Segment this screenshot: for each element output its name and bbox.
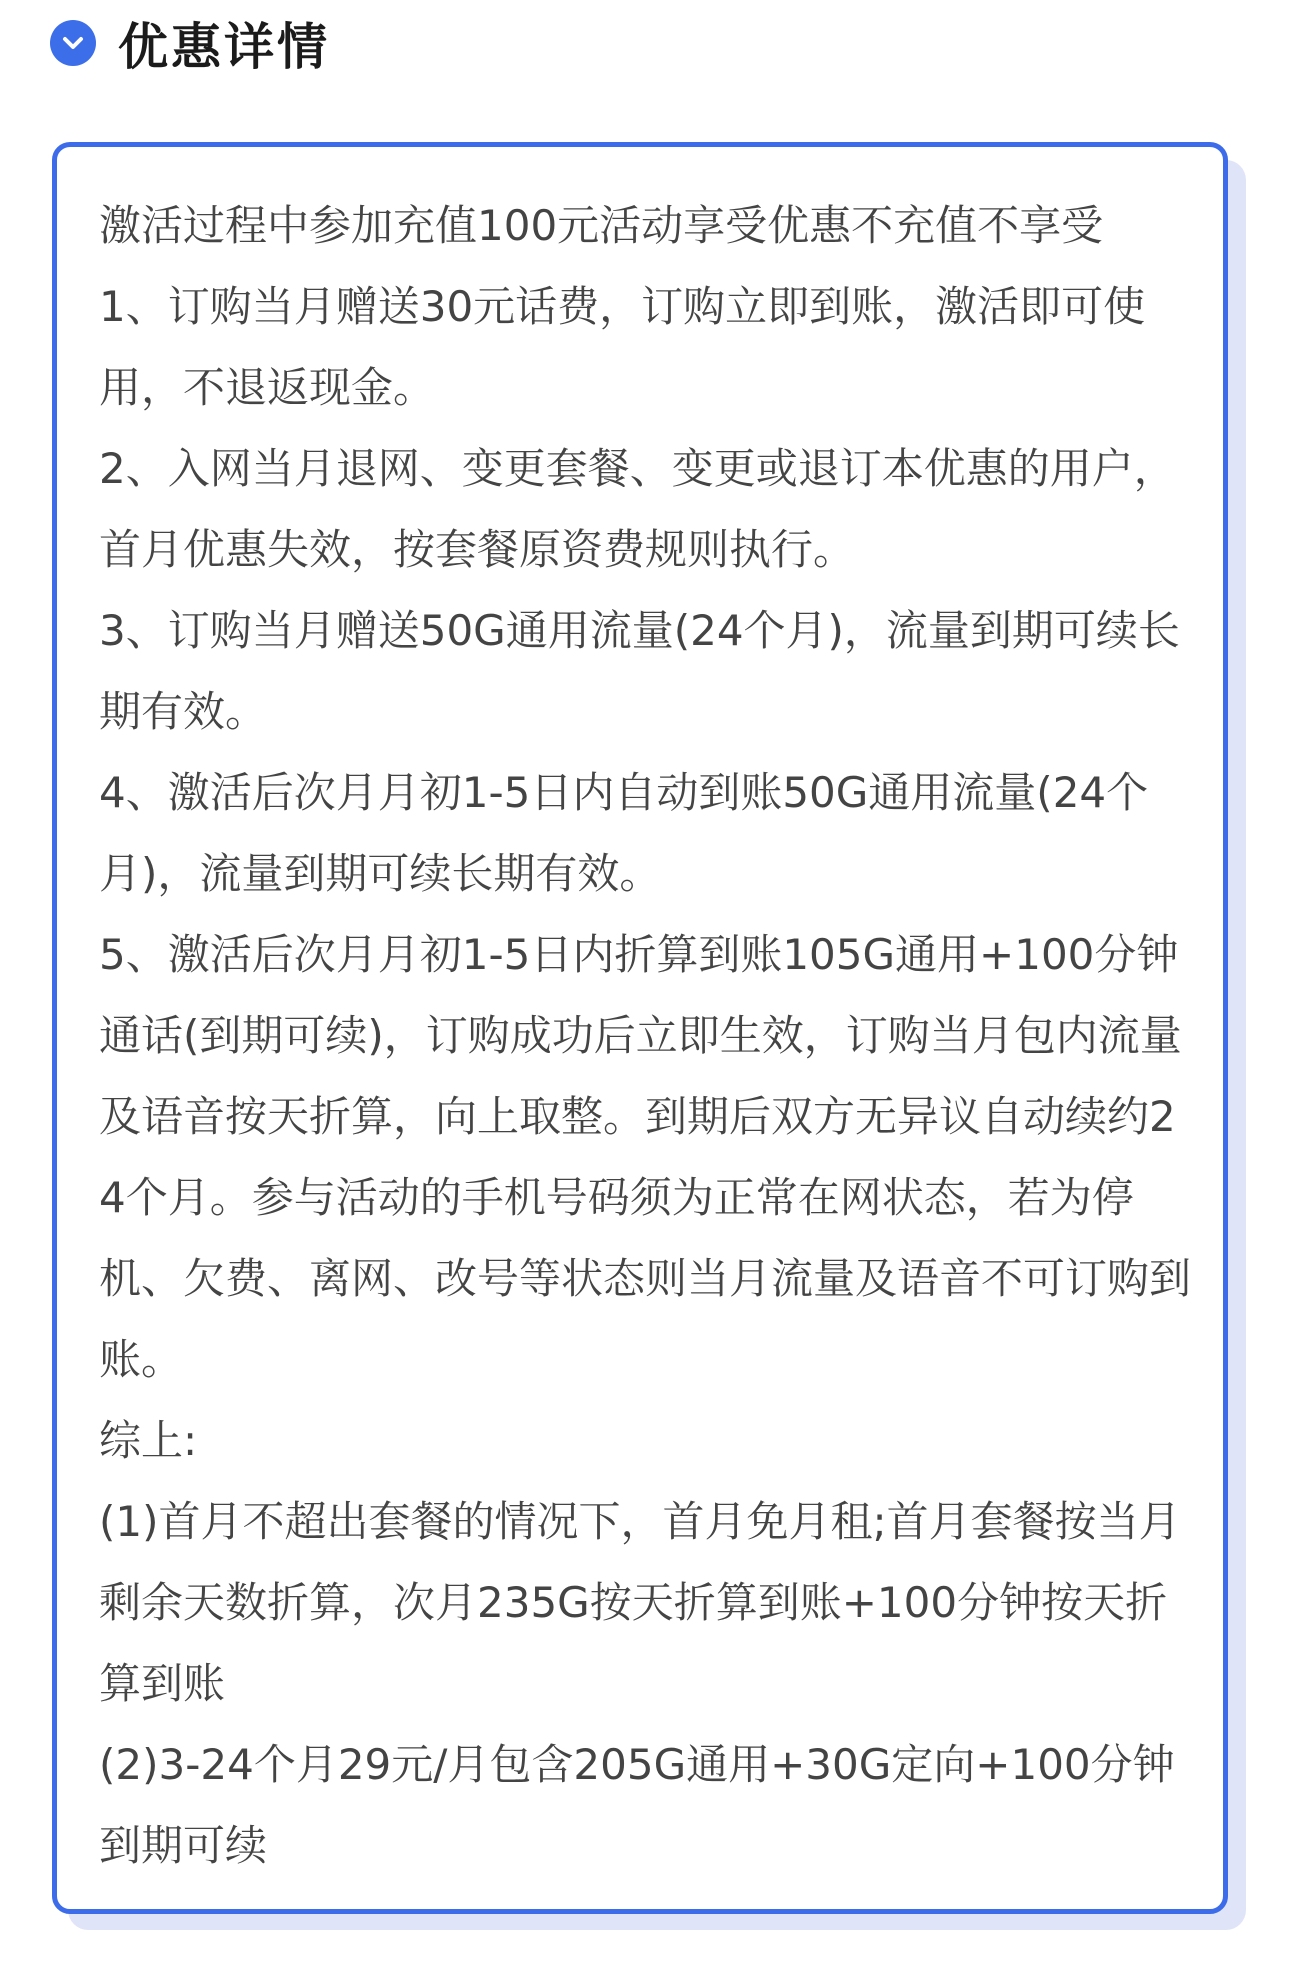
paragraph-item-2: 2、入网当月退网、变更套餐、变更或退订本优惠的用户，首月优惠失效，按套餐原资费规则执行。 [99,444,1176,574]
chevron-down-icon[interactable] [50,20,96,66]
offer-details-card [52,142,1228,1914]
paragraph-summary-heading: 综上: [99,1416,198,1465]
section-header[interactable] [50,8,330,78]
paragraph-summary-2: (2)3-24个月29元/月包含205G通用+30G定向+100分钟到期可续 [99,1740,1175,1870]
paragraph-item-5: 5、激活后次月月初1-5日内折算到账105G通用+100分钟通话(到期可续)，订购成功后立即生效，订购当月包内流量及语音按天折算，向上取整。到期后双方无异议自动续约24个月。参与活动的手机号码须为正常在网状态，若为停机、欠费、离网、改号等状态则当月流量及语音不可订购到账。 [99,930,1192,1384]
paragraph-item-3: 3、订购当月赠送50G通用流量(24个月)，流量到期可续长期有效。 [99,606,1180,736]
offer-details-text [99,185,1191,1886]
paragraph-item-1: 1、订购当月赠送30元话费，订购立即到账，激活即可使用，不退返现金。 [99,282,1146,412]
section-title: 优惠详情 [118,18,330,76]
paragraph-item-4: 4、激活后次月月初1-5日内自动到账50G通用流量(24个月)，流量到期可续长期有效。 [99,768,1149,898]
paragraph-intro: 激活过程中参加充值100元活动享受优惠不充值不享受 [99,201,1104,250]
paragraph-summary-1: (1)首月不超出套餐的情况下，首月免月租;首月套餐按当月剩余天数折算，次月235G按天折算到账+100分钟按天折算到账 [99,1497,1181,1708]
